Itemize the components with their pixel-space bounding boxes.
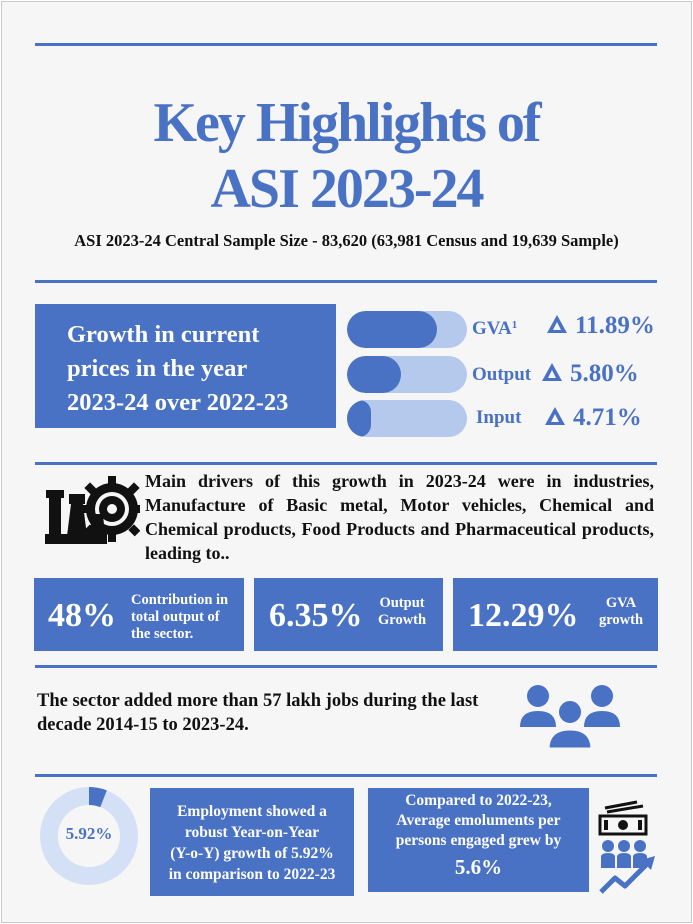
stat-description: Contribution in total output of the sector. (131, 592, 229, 642)
gva-bar-fill (347, 311, 437, 348)
top-divider (35, 43, 657, 46)
stat-gva-growth-box (453, 578, 658, 651)
triangle-up-icon (543, 405, 567, 427)
input-progress-bar (347, 400, 467, 437)
stat-description: Output Growth (378, 595, 427, 628)
triangle-up-icon (540, 361, 564, 383)
output-value: 5.80% (540, 360, 639, 388)
gva-label: GVA$^1$ (472, 318, 518, 339)
divider (35, 280, 657, 283)
emoluments-value: 5.6% (454, 855, 503, 879)
triangle-up-icon (545, 313, 569, 335)
input-value: 4.71% (543, 404, 642, 432)
stat-output-growth-box (254, 578, 443, 651)
footnote-marker: 1 (511, 319, 518, 331)
output-bar-fill (347, 356, 401, 393)
people-growth-icon (597, 838, 661, 896)
stat-contribution-box (34, 578, 244, 651)
stat-value: 48% (48, 597, 116, 634)
growth-heading-line: 2023-24 over 2022-23 (67, 389, 289, 416)
sample-size-text: ASI 2023-24 Central Sample Size - 83,620 (63,981 Census and 19,639 Sample) (74, 231, 619, 250)
divider (35, 774, 657, 777)
input-label: Input (476, 407, 522, 428)
divider (35, 462, 657, 465)
growth-drivers-text: Main drivers of this growth in 2023-24 were in industries, Manufacture of Basic metal, Motor vehicles, Chemical and Chemical products, Food Products and Pharmaceutical products, leading to.. (145, 471, 654, 563)
emoluments-growth-box: Compared to 2022-23, Average emoluments per persons engaged grew by 5.6% (368, 788, 589, 892)
growth-heading-line: prices in the year (67, 355, 248, 382)
page-title-line-2: ASI 2023-24 (210, 158, 483, 220)
people-group-icon (518, 683, 623, 751)
factory-gear-icon (45, 472, 140, 547)
stat-description: GVA growth (599, 595, 644, 628)
output-label: Output (472, 364, 532, 385)
stat-value: 6.35% (269, 597, 363, 634)
stat-value: 12.29% (468, 597, 579, 634)
growth-heading-box (35, 304, 336, 428)
gva-progress-bar (347, 311, 467, 348)
donut-value: 5.92% (65, 824, 113, 843)
page-title-line-1: Key Highlights of (153, 92, 540, 154)
divider (35, 665, 657, 668)
growth-heading-line: Growth in current (67, 321, 260, 348)
input-bar-fill (347, 400, 371, 437)
output-progress-bar (347, 356, 467, 393)
money-stack-icon (597, 800, 651, 836)
gva-value: 11.89% (545, 312, 655, 340)
employment-growth-box: Employment showed a robust Year-on-Year (Y-o-Y) growth of 5.92% in comparison to 2022-23 (150, 788, 354, 896)
jobs-added-text: The sector added more than 57 lakh jobs during the last decade 2014-15 to 2023-24. (37, 691, 479, 735)
